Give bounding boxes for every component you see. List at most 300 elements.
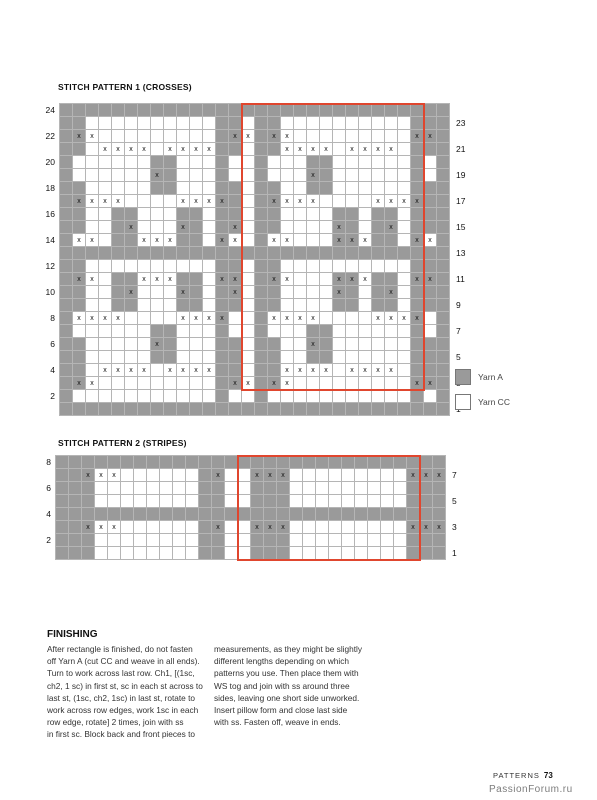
chart-cell: x bbox=[229, 130, 242, 143]
row-number: 19 bbox=[456, 169, 466, 180]
chart-cell bbox=[134, 508, 147, 521]
chart-cell bbox=[177, 247, 190, 260]
chart-cell: x bbox=[138, 234, 151, 247]
chart-cell bbox=[112, 390, 125, 403]
chart-cell: x bbox=[112, 143, 125, 156]
chart-cell: x bbox=[99, 195, 112, 208]
chart-cell bbox=[437, 117, 450, 130]
chart-cell bbox=[112, 208, 125, 221]
chart-cell bbox=[281, 221, 294, 234]
chart-cell: x bbox=[138, 143, 151, 156]
chart-cell bbox=[125, 299, 138, 312]
chart-cell bbox=[125, 338, 138, 351]
chart-cell bbox=[108, 482, 121, 495]
chart-cell bbox=[437, 390, 450, 403]
chart-cell bbox=[437, 325, 450, 338]
chart-cell bbox=[433, 547, 446, 560]
chart-cell bbox=[60, 234, 73, 247]
chart-cell bbox=[177, 273, 190, 286]
chart-cell: x bbox=[433, 521, 446, 534]
chart-cell bbox=[108, 534, 121, 547]
chart-cell bbox=[294, 221, 307, 234]
chart-cell bbox=[190, 130, 203, 143]
chart-cell bbox=[368, 456, 381, 469]
chart-cell bbox=[424, 208, 437, 221]
chart-cell bbox=[333, 195, 346, 208]
row-number: 20 bbox=[45, 156, 55, 167]
row-number: 16 bbox=[45, 208, 55, 219]
chart-cell bbox=[125, 130, 138, 143]
chart-cell bbox=[320, 247, 333, 260]
chart-cell bbox=[229, 143, 242, 156]
chart-cell bbox=[342, 456, 355, 469]
chart-cell bbox=[112, 117, 125, 130]
chart-cell bbox=[151, 351, 164, 364]
chart-cell bbox=[411, 351, 424, 364]
chart-cell bbox=[385, 169, 398, 182]
chart-cell: x bbox=[212, 521, 225, 534]
chart-cell bbox=[411, 221, 424, 234]
chart-cell: x bbox=[151, 338, 164, 351]
chart-cell bbox=[420, 482, 433, 495]
chart-cell bbox=[303, 521, 316, 534]
chart-cell bbox=[294, 351, 307, 364]
chart-cell bbox=[385, 273, 398, 286]
chart-cell bbox=[203, 325, 216, 338]
chart-cell bbox=[60, 143, 73, 156]
chart-cell: x bbox=[86, 195, 99, 208]
chart-cell bbox=[437, 221, 450, 234]
chart-cell bbox=[60, 130, 73, 143]
chart-cell bbox=[303, 547, 316, 560]
chart-cell bbox=[238, 495, 251, 508]
chart-cell bbox=[73, 403, 86, 416]
chart-cell bbox=[173, 469, 186, 482]
chart-cell bbox=[398, 208, 411, 221]
chart-cell: x bbox=[346, 143, 359, 156]
chart-cell bbox=[307, 221, 320, 234]
chart-cell bbox=[203, 260, 216, 273]
chart-cell bbox=[138, 260, 151, 273]
chart-cell bbox=[190, 104, 203, 117]
chart-cell bbox=[99, 377, 112, 390]
chart-cell: x bbox=[372, 195, 385, 208]
chart-cell: x bbox=[281, 143, 294, 156]
chart-cell bbox=[294, 299, 307, 312]
chart-cell: x bbox=[424, 377, 437, 390]
chart-cell bbox=[251, 534, 264, 547]
chart-cell bbox=[73, 364, 86, 377]
chart-cell bbox=[294, 169, 307, 182]
chart-cell bbox=[281, 117, 294, 130]
chart-cell bbox=[121, 482, 134, 495]
chart-cell bbox=[342, 521, 355, 534]
row-number: 14 bbox=[45, 234, 55, 245]
chart-cell bbox=[56, 534, 69, 547]
chart-cell bbox=[255, 182, 268, 195]
chart-cell: x bbox=[307, 195, 320, 208]
chart-cell bbox=[424, 117, 437, 130]
chart-cell bbox=[385, 377, 398, 390]
chart-cell bbox=[281, 260, 294, 273]
chart-cell bbox=[225, 547, 238, 560]
chart-cell bbox=[333, 117, 346, 130]
chart-cell: x bbox=[86, 312, 99, 325]
chart-cell: x bbox=[177, 221, 190, 234]
legend-yarn-a-swatch bbox=[455, 369, 471, 385]
chart-cell bbox=[60, 221, 73, 234]
chart-cell bbox=[177, 156, 190, 169]
chart-cell bbox=[264, 482, 277, 495]
chart-cell bbox=[385, 247, 398, 260]
chart-cell bbox=[264, 534, 277, 547]
chart-cell bbox=[398, 403, 411, 416]
chart-cell bbox=[199, 521, 212, 534]
chart-cell bbox=[359, 390, 372, 403]
chart-cell bbox=[173, 534, 186, 547]
chart-cell bbox=[190, 234, 203, 247]
chart-cell bbox=[320, 221, 333, 234]
chart-cell bbox=[138, 117, 151, 130]
chart-cell bbox=[225, 534, 238, 547]
chart-cell bbox=[398, 338, 411, 351]
chart-cell bbox=[60, 169, 73, 182]
chart-cell bbox=[372, 117, 385, 130]
chart-cell bbox=[424, 325, 437, 338]
chart-cell bbox=[281, 182, 294, 195]
chart-cell bbox=[177, 325, 190, 338]
chart-cell bbox=[437, 377, 450, 390]
row-number: 8 bbox=[50, 312, 55, 323]
chart-cell bbox=[320, 260, 333, 273]
chart-cell bbox=[125, 104, 138, 117]
chart-cell bbox=[229, 117, 242, 130]
chart-cell bbox=[73, 156, 86, 169]
chart-cell bbox=[112, 260, 125, 273]
chart-cell bbox=[173, 456, 186, 469]
chart-cell bbox=[151, 195, 164, 208]
chart-cell bbox=[307, 273, 320, 286]
chart-cell bbox=[164, 208, 177, 221]
chart-cell bbox=[125, 195, 138, 208]
chart-cell bbox=[99, 273, 112, 286]
chart-cell bbox=[264, 547, 277, 560]
chart-cell bbox=[164, 130, 177, 143]
finishing-text-col2: measurements, as they might be slightly different lengths depending on which patterns you use. Then place them with WS tog and join with ss around three sides, leaving one short side unworked. Insert pillow form and close last side with ss. Fasten off, weave in ends. bbox=[214, 644, 363, 728]
chart-cell bbox=[424, 260, 437, 273]
row-number: 1 bbox=[452, 547, 457, 558]
chart-cell bbox=[437, 195, 450, 208]
chart-cell bbox=[112, 286, 125, 299]
chart-cell bbox=[420, 508, 433, 521]
chart-cell bbox=[424, 247, 437, 260]
chart-cell bbox=[164, 221, 177, 234]
chart-cell bbox=[216, 182, 229, 195]
chart-cell bbox=[294, 104, 307, 117]
chart-cell bbox=[264, 508, 277, 521]
chart-cell bbox=[164, 247, 177, 260]
chart-cell bbox=[424, 221, 437, 234]
chart-cell bbox=[86, 169, 99, 182]
chart-cell bbox=[112, 156, 125, 169]
chart-cell bbox=[433, 456, 446, 469]
chart-cell bbox=[125, 117, 138, 130]
chart-cell bbox=[294, 156, 307, 169]
chart-cell bbox=[60, 260, 73, 273]
chart-cell bbox=[125, 182, 138, 195]
chart-cell bbox=[424, 338, 437, 351]
chart-cell: x bbox=[281, 195, 294, 208]
chart-cell bbox=[186, 508, 199, 521]
chart-cell bbox=[303, 534, 316, 547]
chart-cell bbox=[216, 247, 229, 260]
chart-cell bbox=[294, 377, 307, 390]
chart-cell bbox=[95, 508, 108, 521]
chart-cell bbox=[333, 130, 346, 143]
chart-cell bbox=[99, 156, 112, 169]
chart-cell bbox=[82, 508, 95, 521]
chart-cell: x bbox=[294, 312, 307, 325]
chart-cell bbox=[108, 508, 121, 521]
chart-cell bbox=[95, 547, 108, 560]
chart-cell bbox=[99, 234, 112, 247]
chart-cell bbox=[225, 482, 238, 495]
chart-cell: x bbox=[346, 234, 359, 247]
chart-cell bbox=[60, 351, 73, 364]
chart-cell bbox=[359, 195, 372, 208]
chart-cell bbox=[385, 117, 398, 130]
chart-cell bbox=[411, 364, 424, 377]
chart-cell bbox=[242, 325, 255, 338]
chart-cell bbox=[138, 221, 151, 234]
chart-cell bbox=[186, 482, 199, 495]
chart-cell bbox=[411, 143, 424, 156]
chart-cell bbox=[307, 260, 320, 273]
chart-cell bbox=[320, 130, 333, 143]
chart-cell bbox=[394, 547, 407, 560]
chart-cell bbox=[60, 104, 73, 117]
chart-cell bbox=[342, 547, 355, 560]
chart-cell bbox=[112, 299, 125, 312]
chart-cell bbox=[138, 351, 151, 364]
chart-cell bbox=[320, 273, 333, 286]
chart-cell bbox=[69, 456, 82, 469]
chart-cell bbox=[203, 169, 216, 182]
chart-cell: x bbox=[190, 364, 203, 377]
chart-cell bbox=[411, 403, 424, 416]
chart-cell: x bbox=[177, 312, 190, 325]
chart-cell bbox=[160, 547, 173, 560]
chart-cell bbox=[95, 456, 108, 469]
chart-cell bbox=[151, 286, 164, 299]
chart-cell bbox=[99, 117, 112, 130]
chart-cell: x bbox=[372, 364, 385, 377]
chart-cell bbox=[242, 312, 255, 325]
chart-cell bbox=[125, 260, 138, 273]
chart-cell bbox=[242, 117, 255, 130]
chart-cell: x bbox=[73, 273, 86, 286]
chart-cell bbox=[346, 169, 359, 182]
chart-cell bbox=[329, 521, 342, 534]
chart-cell bbox=[398, 130, 411, 143]
chart-cell bbox=[125, 156, 138, 169]
row-number: 4 bbox=[50, 364, 55, 375]
chart-cell bbox=[381, 547, 394, 560]
chart-cell bbox=[398, 169, 411, 182]
chart-cell bbox=[242, 364, 255, 377]
chart-cell bbox=[333, 351, 346, 364]
chart-cell bbox=[125, 247, 138, 260]
chart-cell bbox=[281, 286, 294, 299]
chart-cell: x bbox=[433, 469, 446, 482]
chart-cell bbox=[56, 508, 69, 521]
chart-cell bbox=[125, 390, 138, 403]
chart-cell bbox=[385, 351, 398, 364]
chart-cell bbox=[359, 169, 372, 182]
chart-cell bbox=[307, 208, 320, 221]
chart-cell bbox=[238, 534, 251, 547]
chart-cell bbox=[203, 299, 216, 312]
chart-cell bbox=[60, 273, 73, 286]
chart-cell: x bbox=[359, 143, 372, 156]
chart-cell bbox=[437, 143, 450, 156]
chart-cell bbox=[177, 338, 190, 351]
chart-cell bbox=[138, 377, 151, 390]
chart-cell bbox=[424, 286, 437, 299]
chart-cell bbox=[355, 469, 368, 482]
chart-cell bbox=[381, 521, 394, 534]
chart-cell bbox=[316, 534, 329, 547]
chart-cell bbox=[394, 469, 407, 482]
chart-cell bbox=[73, 104, 86, 117]
chart-cell bbox=[242, 260, 255, 273]
row-number: 3 bbox=[452, 521, 457, 532]
chart-cell bbox=[333, 390, 346, 403]
chart-cell bbox=[359, 286, 372, 299]
chart-cell bbox=[73, 260, 86, 273]
chart-cell bbox=[112, 377, 125, 390]
chart-cell bbox=[320, 377, 333, 390]
chart-cell: x bbox=[411, 377, 424, 390]
chart-cell bbox=[216, 299, 229, 312]
chart-cell bbox=[56, 482, 69, 495]
chart-cell bbox=[420, 534, 433, 547]
chart-cell bbox=[203, 390, 216, 403]
chart-cell bbox=[186, 521, 199, 534]
chart-cell: x bbox=[203, 364, 216, 377]
chart-cell bbox=[112, 104, 125, 117]
chart-cell bbox=[424, 364, 437, 377]
chart-cell bbox=[346, 299, 359, 312]
chart-cell bbox=[424, 312, 437, 325]
chart-cell bbox=[385, 390, 398, 403]
row-number: 4 bbox=[46, 508, 51, 519]
chart-cell bbox=[333, 364, 346, 377]
chart-cell bbox=[147, 482, 160, 495]
chart-cell bbox=[229, 208, 242, 221]
chart-cell bbox=[290, 495, 303, 508]
chart-cell bbox=[216, 377, 229, 390]
chart-cell bbox=[73, 208, 86, 221]
chart-cell bbox=[186, 495, 199, 508]
chart-cell bbox=[372, 377, 385, 390]
chart-cell: x bbox=[86, 273, 99, 286]
chart-cell bbox=[164, 260, 177, 273]
chart-cell: x bbox=[242, 377, 255, 390]
chart-cell bbox=[385, 260, 398, 273]
row-number: 8 bbox=[46, 456, 51, 467]
chart-cell bbox=[216, 260, 229, 273]
chart-cell bbox=[229, 403, 242, 416]
chart-cell bbox=[320, 403, 333, 416]
chart-cell bbox=[190, 286, 203, 299]
chart-cell: x bbox=[125, 364, 138, 377]
chart-cell bbox=[255, 156, 268, 169]
chart-cell bbox=[359, 221, 372, 234]
chart-cell bbox=[359, 117, 372, 130]
chart-cell: x bbox=[307, 143, 320, 156]
chart-cell: x bbox=[190, 312, 203, 325]
chart-cell bbox=[160, 508, 173, 521]
chart-cell: x bbox=[229, 273, 242, 286]
chart-cell bbox=[177, 182, 190, 195]
chart-cell bbox=[411, 247, 424, 260]
chart-cell bbox=[99, 390, 112, 403]
chart-cell: x bbox=[242, 130, 255, 143]
chart-cell bbox=[372, 182, 385, 195]
chart-cell bbox=[203, 104, 216, 117]
chart-cell bbox=[190, 208, 203, 221]
chart-cell: x bbox=[385, 286, 398, 299]
chart-cell bbox=[294, 182, 307, 195]
chart-cell bbox=[277, 547, 290, 560]
chart-cell bbox=[359, 260, 372, 273]
chart-cell: x bbox=[164, 143, 177, 156]
chart-cell bbox=[190, 299, 203, 312]
chart-cell bbox=[437, 299, 450, 312]
chart-cell bbox=[86, 351, 99, 364]
chart-cell bbox=[164, 403, 177, 416]
chart-cell bbox=[277, 508, 290, 521]
chart-cell bbox=[294, 234, 307, 247]
chart-cell bbox=[125, 208, 138, 221]
chart-cell bbox=[60, 325, 73, 338]
chart-cell bbox=[160, 495, 173, 508]
chart-cell: x bbox=[359, 364, 372, 377]
chart-cell bbox=[333, 260, 346, 273]
chart-cell bbox=[346, 325, 359, 338]
chart-cell: x bbox=[268, 130, 281, 143]
row-number: 18 bbox=[45, 182, 55, 193]
chart-cell bbox=[151, 156, 164, 169]
chart-cell: x bbox=[281, 377, 294, 390]
row-number: 2 bbox=[50, 390, 55, 401]
chart-cell: x bbox=[281, 273, 294, 286]
watermark: PassionForum.ru bbox=[489, 784, 573, 795]
chart-cell bbox=[86, 299, 99, 312]
chart-cell bbox=[164, 351, 177, 364]
chart-cell bbox=[151, 130, 164, 143]
chart-cell bbox=[394, 456, 407, 469]
chart-cell: x bbox=[177, 286, 190, 299]
chart-cell: x bbox=[73, 130, 86, 143]
chart-cell bbox=[134, 456, 147, 469]
chart-cell bbox=[173, 495, 186, 508]
chart-cell bbox=[381, 482, 394, 495]
chart-cell: x bbox=[294, 364, 307, 377]
chart-cell bbox=[398, 364, 411, 377]
chart-cell: x bbox=[108, 469, 121, 482]
